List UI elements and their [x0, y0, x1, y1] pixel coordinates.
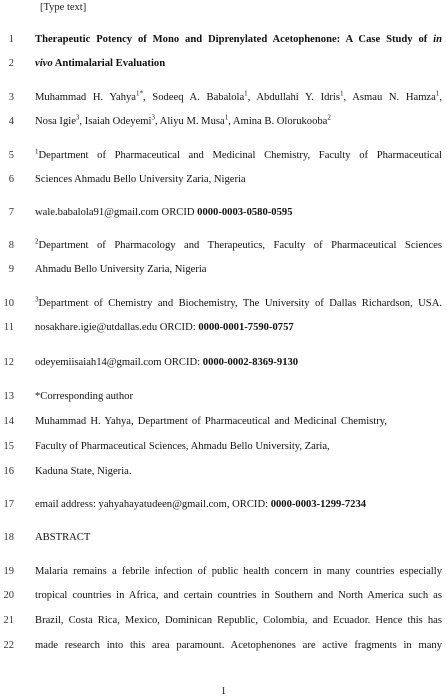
affiliation-1-line-1: $^1$Department of Pharmaceutical and Medicinal Chemistry, Faculty of Pharmaceutical	[35, 148, 442, 161]
affiliation-1-email: wale.babalola91@gmail.com ORCID 0000-0003-0580-0595	[35, 207, 293, 218]
paper-title-line-1: Therapeutic Potency of Mono and Diprenylated Acetophenone: A Case Study of in	[35, 34, 442, 45]
line-number: 13	[3, 391, 14, 402]
line-14	[0, 414, 447, 430]
line-15	[0, 439, 447, 455]
corresponding-line-2: Faculty of Pharmaceutical Sciences, Ahmadu Bello University, Zaria,	[35, 441, 330, 452]
line-22	[0, 638, 447, 654]
orcid-id: 0000-0003-0580-0595	[197, 207, 293, 218]
line-number: 5	[8, 150, 14, 161]
orcid-id: 0000-0001-7590-0757	[198, 322, 294, 333]
line-17	[0, 497, 447, 513]
line-number: 7	[8, 207, 14, 218]
line-number: 2	[8, 58, 14, 69]
page-number: 1	[220, 686, 227, 697]
line-number: 11	[3, 322, 14, 333]
line-8	[0, 238, 447, 254]
line-16	[0, 464, 447, 480]
line-number: 15	[3, 441, 14, 452]
line-number: 6	[8, 174, 14, 185]
line-21	[0, 613, 447, 629]
line-number: 14	[3, 416, 14, 427]
affiliation-3-line-1: $^3$Department of Chemistry and Biochemistry, The University of Dallas Richardson, USA.	[35, 296, 442, 309]
corresponding-line-1: Muhammad H. Yahya, Department of Pharmaceutical and Medicinal Chemistry,	[35, 416, 387, 427]
line-number: 9	[8, 264, 14, 275]
line-7	[0, 205, 447, 221]
line-10	[0, 296, 447, 312]
line-number: 4	[8, 116, 14, 127]
abstract-line: made research into this area paramount. Acetophenones are active fragments in many	[35, 640, 442, 651]
line-number: 18	[3, 532, 14, 543]
line-13	[0, 389, 447, 405]
line-11	[0, 320, 447, 336]
affiliation-1-line-2: Sciences Ahmadu Bello University Zaria, Nigeria	[35, 174, 246, 185]
orcid-id: 0000-0003-1299-7234	[270, 499, 367, 510]
line-20	[0, 588, 447, 604]
affiliation-2-line-2: Ahmadu Bello University Zaria, Nigeria	[35, 264, 207, 275]
corresponding-author-heading: *Corresponding author	[35, 391, 133, 402]
line-1	[0, 32, 447, 48]
corresponding-email: email address: yahyahayatudeen@gmail.com, ORCID: 0000-0003-1299-7234	[35, 499, 367, 510]
line-number: 8	[8, 240, 14, 251]
line-number: 16	[3, 466, 14, 477]
affiliation-2-line-1: $^2$Department of Pharmacology and Therapeutics, Faculty of Pharmaceutical Sciences	[35, 238, 442, 251]
line-number: 3	[8, 92, 14, 103]
abstract-line: Brazil, Costa Rica, Mexico, Dominican Republic, Colombia, and Ecuador. Hence this has	[35, 615, 442, 626]
line-6	[0, 172, 447, 188]
line-number: 19	[3, 566, 14, 577]
line-number: 1	[8, 34, 14, 45]
paper-title-line-2: vivo Antimalarial Evaluation	[35, 58, 166, 69]
line-number: 10	[3, 298, 14, 309]
line-9	[0, 262, 447, 278]
line-number: 20	[3, 590, 14, 601]
line-18	[0, 530, 447, 546]
abstract-line: Malaria remains a febrile infection of public health concern in many countries especially	[35, 566, 442, 577]
line-number: 17	[3, 499, 14, 510]
page-header: [Type text]	[40, 2, 87, 13]
affiliation-3-email-2: odeyemiisaiah14@gmail.com ORCID: 0000-0002-8369-9130	[35, 357, 299, 368]
line-12	[0, 355, 447, 371]
affiliation-3-email-1: nosakhare.igie@utdallas.edu ORCID: 0000-0001-7590-0757	[35, 322, 294, 333]
author-list-line-2: Nosa Igie$^3$, Isaiah Odeyemi$^3$, Aliyu M. Musa$^1$, Amina B. Olorukooba$^2$	[35, 114, 331, 127]
line-2	[0, 56, 447, 72]
line-number: 22	[3, 640, 14, 651]
author-list-line-1: Muhammad H. Yahya$^{1*}$, Sodeeq A. Babalola$^1$, Abdullahi Y. Idris$^1$, Asmau N. Hamza$^1$,	[35, 90, 442, 103]
line-5	[0, 148, 447, 164]
abstract-heading: ABSTRACT	[35, 532, 91, 543]
line-number: 12	[3, 357, 14, 368]
abstract-line: tropical countries in Africa, and certain countries in Southern and North America such as	[35, 590, 442, 601]
corresponding-line-3: Kaduna State, Nigeria.	[35, 466, 132, 477]
orcid-id: 0000-0002-8369-9130	[202, 357, 299, 368]
line-number: 21	[3, 615, 14, 626]
line-4	[0, 114, 447, 130]
line-19	[0, 564, 447, 580]
line-3	[0, 90, 447, 106]
